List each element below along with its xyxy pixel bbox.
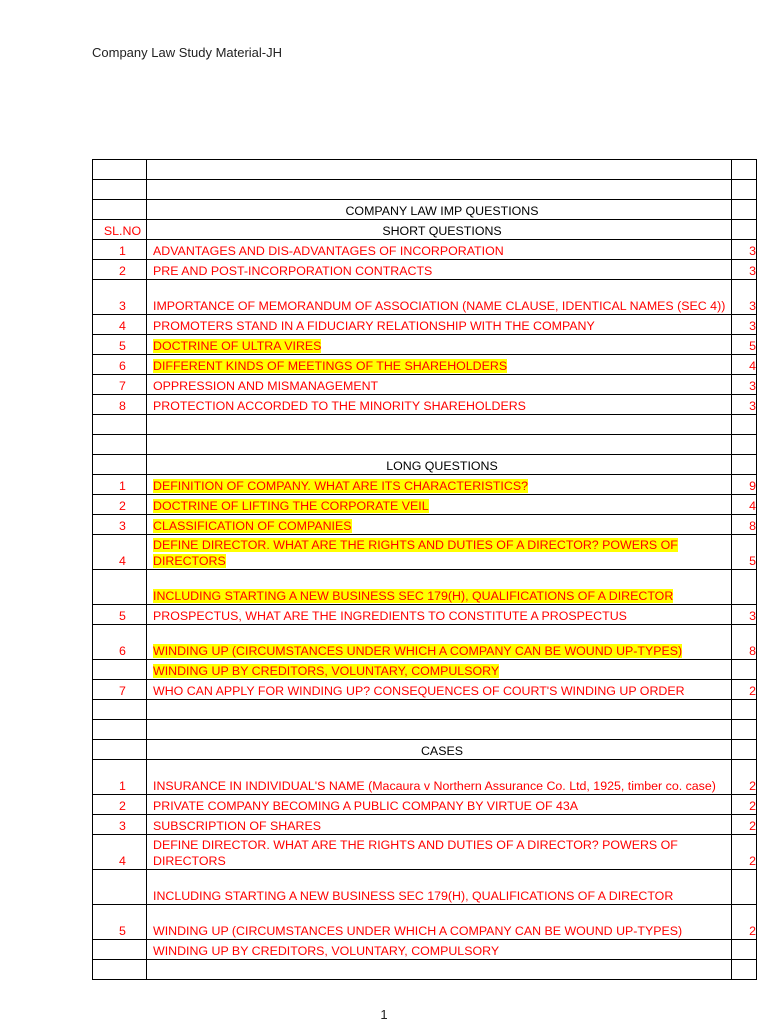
question-text: IMPORTANCE OF MEMORANDUM OF ASSOCIATION (NAME CLAUSE, IDENTICAL NAMES (SEC 4))	[147, 280, 732, 315]
row-sl: 3	[93, 815, 147, 835]
table-row	[93, 335, 757, 355]
table-row	[93, 220, 757, 240]
table-row	[93, 960, 757, 980]
question-text: DOCTRINE OF LIFTING THE CORPORATE VEIL	[153, 499, 429, 513]
row-count: 3	[732, 280, 757, 315]
question-text: PRE AND POST-INCORPORATION CONTRACTS	[147, 260, 732, 280]
table-row	[93, 180, 757, 200]
table-row	[93, 515, 757, 535]
question-text: DEFINITION OF COMPANY. WHAT ARE ITS CHARACTERISTICS?	[153, 479, 528, 493]
question-text: CLASSIFICATION OF COMPANIES	[153, 519, 352, 533]
question-text: DEFINE DIRECTOR. WHAT ARE THE RIGHTS AND DUTIES OF A DIRECTOR? POWERS OF DIRECTORS	[153, 538, 678, 568]
main-title: COMPANY LAW IMP QUESTIONS	[147, 200, 732, 220]
table-row	[93, 740, 757, 760]
table-row	[93, 475, 757, 495]
row-sl: 1	[93, 760, 147, 795]
question-text: DIFFERENT KINDS OF MEETINGS OF THE SHAREHOLDERS	[153, 359, 508, 373]
table-row	[93, 435, 757, 455]
table-row	[93, 700, 757, 720]
question-text: INCLUDING STARTING A NEW BUSINESS SEC 179(H), QUALIFICATIONS OF A DIRECTOR	[153, 589, 674, 603]
row-sl: 7	[93, 375, 147, 395]
row-count: 8	[732, 515, 757, 535]
question-text: WINDING UP (CIRCUMSTANCES UNDER WHICH A COMPANY CAN BE WOUND UP-TYPES)	[147, 905, 732, 940]
questions-table	[92, 159, 757, 980]
row-count: 5	[732, 335, 757, 355]
cases-title: CASES	[147, 740, 732, 760]
long-questions-title: LONG QUESTIONS	[147, 455, 732, 475]
question-text: PRIVATE COMPANY BECOMING A PUBLIC COMPANY BY VIRTUE OF 43A	[147, 795, 732, 815]
row-count: 3	[732, 605, 757, 625]
row-count: 2	[732, 905, 757, 940]
sl-no-header: SL.NO	[93, 220, 147, 240]
row-sl: 3	[93, 515, 147, 535]
row-sl: 4	[93, 835, 147, 870]
question-text: PROSPECTUS, WHAT ARE THE INGREDIENTS TO CONSTITUTE A PROSPECTUS	[147, 605, 732, 625]
row-count: 3	[732, 260, 757, 280]
row-sl	[93, 870, 147, 905]
row-sl: 1	[93, 240, 147, 260]
row-sl: 5	[93, 905, 147, 940]
table-row	[93, 625, 757, 660]
row-count: 3	[732, 240, 757, 260]
question-text: OPPRESSION AND MISMANAGEMENT	[147, 375, 732, 395]
table-row	[93, 160, 757, 180]
table-row	[93, 455, 757, 475]
table-row	[93, 720, 757, 740]
table-row	[93, 200, 757, 220]
row-sl	[93, 940, 147, 960]
table-row	[93, 835, 757, 870]
row-count: 4	[732, 495, 757, 515]
table-row	[93, 660, 757, 680]
row-sl: 2	[93, 795, 147, 815]
question-text: DOCTRINE OF ULTRA VIRES	[153, 339, 322, 353]
table-row	[93, 315, 757, 335]
table-row	[93, 395, 757, 415]
question-text: INCLUDING STARTING A NEW BUSINESS SEC 179(H), QUALIFICATIONS OF A DIRECTOR	[147, 870, 732, 905]
row-count: 9	[732, 475, 757, 495]
row-count: 8	[732, 625, 757, 660]
row-count	[732, 940, 757, 960]
question-text: WINDING UP (CIRCUMSTANCES UNDER WHICH A COMPANY CAN BE WOUND UP-TYPES)	[153, 644, 683, 658]
row-count: 3	[732, 395, 757, 415]
row-count: 2	[732, 795, 757, 815]
question-text: WINDING UP BY CREDITORS, VOLUNTARY, COMPULSORY	[147, 940, 732, 960]
table-row	[93, 280, 757, 315]
row-sl: 1	[93, 475, 147, 495]
row-sl: 6	[93, 355, 147, 375]
question-text: PROMOTERS STAND IN A FIDUCIARY RELATIONSHIP WITH THE COMPANY	[147, 315, 732, 335]
question-text: WHO CAN APPLY FOR WINDING UP? CONSEQUENCES OF COURT'S WINDING UP ORDER	[147, 680, 732, 700]
row-sl	[93, 660, 147, 680]
row-sl	[93, 570, 147, 605]
row-sl: 6	[93, 625, 147, 660]
table-row	[93, 355, 757, 375]
row-count: 3	[732, 315, 757, 335]
page-number: 1	[380, 1007, 388, 1022]
row-count	[732, 870, 757, 905]
document-header: Company Law Study Material-JH	[92, 45, 283, 60]
row-count: 2	[732, 680, 757, 700]
table-row	[93, 535, 757, 570]
table-row	[93, 905, 757, 940]
row-sl: 8	[93, 395, 147, 415]
row-sl: 2	[93, 260, 147, 280]
table-row	[93, 940, 757, 960]
table-row	[93, 815, 757, 835]
row-sl: 4	[93, 535, 147, 570]
table-row	[93, 415, 757, 435]
table-row	[93, 870, 757, 905]
row-count: 3	[732, 375, 757, 395]
row-count	[732, 660, 757, 680]
row-sl: 7	[93, 680, 147, 700]
question-text: INSURANCE IN INDIVIDUAL'S NAME (Macaura v Northern Assurance Co. Ltd, 1925, timber co. case)	[147, 760, 732, 795]
short-questions-title: SHORT QUESTIONS	[147, 220, 732, 240]
table-row	[93, 760, 757, 795]
row-count	[732, 570, 757, 605]
row-sl: 3	[93, 280, 147, 315]
question-text: PROTECTION ACCORDED TO THE MINORITY SHAREHOLDERS	[147, 395, 732, 415]
table-row	[93, 260, 757, 280]
table-row	[93, 795, 757, 815]
row-count: 2	[732, 815, 757, 835]
row-sl: 2	[93, 495, 147, 515]
row-count: 2	[732, 835, 757, 870]
table-row	[93, 605, 757, 625]
row-sl: 5	[93, 605, 147, 625]
question-text: SUBSCRIPTION OF SHARES	[147, 815, 732, 835]
table-row	[93, 240, 757, 260]
table-row	[93, 680, 757, 700]
question-text: WINDING UP BY CREDITORS, VOLUNTARY, COMPULSORY	[153, 664, 500, 678]
row-count: 2	[732, 760, 757, 795]
question-text: DEFINE DIRECTOR. WHAT ARE THE RIGHTS AND DUTIES OF A DIRECTOR? POWERS OF DIRECTORS	[147, 835, 732, 870]
table-row	[93, 495, 757, 515]
table-row	[93, 570, 757, 605]
row-sl: 4	[93, 315, 147, 335]
question-text: ADVANTAGES AND DIS-ADVANTAGES OF INCORPORATION	[147, 240, 732, 260]
table-row	[93, 375, 757, 395]
row-sl: 5	[93, 335, 147, 355]
row-count: 4	[732, 355, 757, 375]
row-count: 5	[732, 535, 757, 570]
